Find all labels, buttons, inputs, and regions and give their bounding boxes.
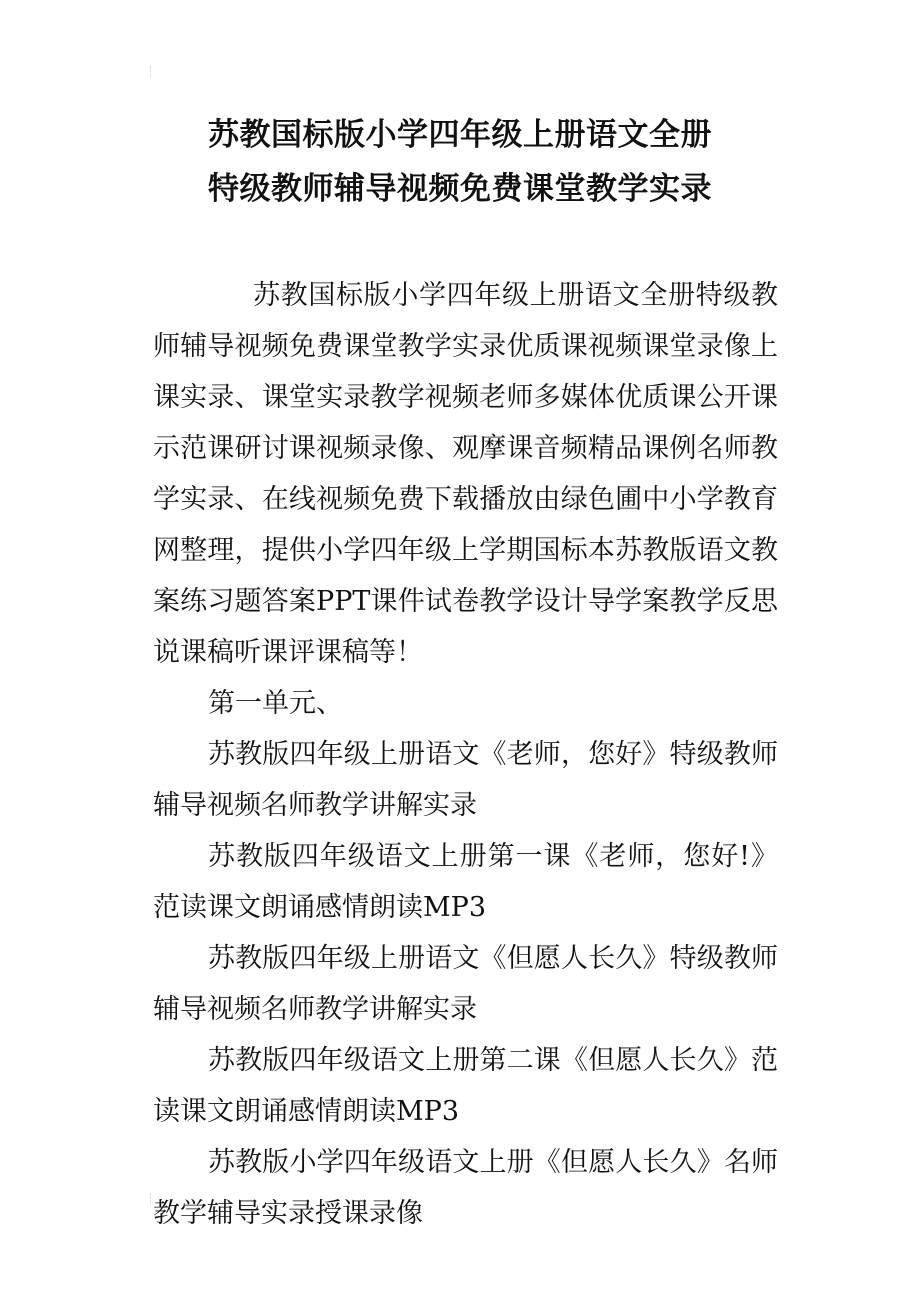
list-item: 苏教版四年级上册语文《老师，您好》特级教师辅导视频名师教学讲解实录 [153, 739, 778, 821]
section-heading: 第一单元、 [208, 688, 343, 719]
document-title [100, 108, 820, 216]
list-item: 苏教版四年级语文上册第一课《老师，您好!》范读课文朗诵感情朗读MP3 [153, 841, 778, 923]
corner-mark-bottom [150, 1193, 161, 1205]
list-item: 苏教版四年级语文上册第二课《但愿人长久》范读课文朗诵感情朗读MP3 [153, 1045, 778, 1127]
intro-paragraph: 苏教国标版小学四年级上册语文全册特级教师辅导视频免费课堂教学实录优质课视频课堂录像上课实录、课堂实录教学视频老师多媒体优质课公开课示范课研讨课视频录像、观摩课音频精品课例名师教学实录、在线视频免费下载播放由绿色圃中小学教育网整理，提供小学四年级上学期国标本苏教版语文教案练习题答案PPT课件试卷教学设计导学案教学反思说课稿听课评课稿等！ [153, 280, 778, 668]
title-line-2: 特级教师辅导视频免费课堂教学实录 [208, 171, 712, 207]
list-item: 苏教版小学四年级语文上册《但愿人长久》名师教学辅导实录授课录像 [153, 1147, 778, 1229]
title-line-1: 苏教国标版小学四年级上册语文全册 [208, 117, 712, 153]
document-body [153, 270, 778, 1239]
corner-mark-top [150, 66, 161, 78]
list-item: 苏教版四年级上册语文《但愿人长久》特级教师辅导视频名师教学讲解实录 [153, 943, 778, 1025]
